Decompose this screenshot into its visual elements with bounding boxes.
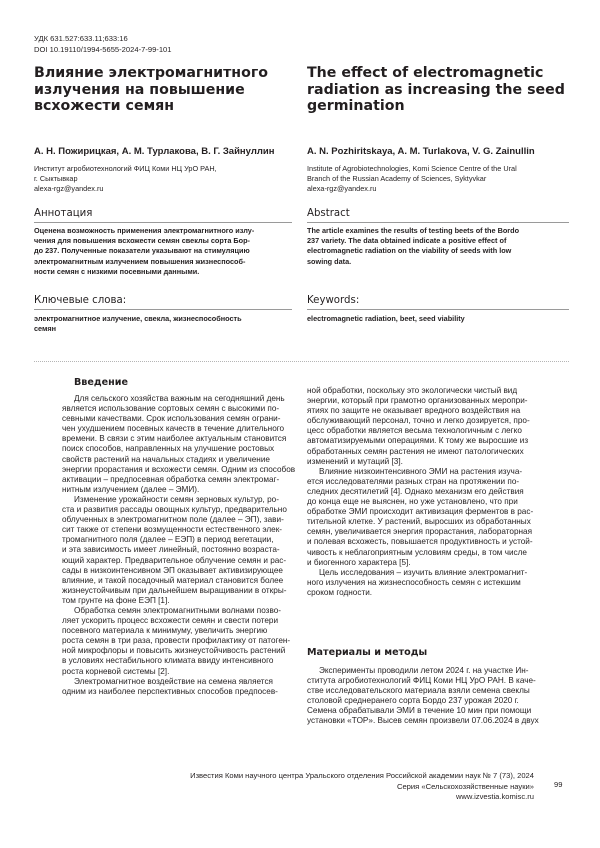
en-abstract-line: The article examines the results of testing beets of the Bordo [307, 226, 569, 236]
journal-footer [190, 771, 534, 803]
paragraph: Цель исследования – изучить влияние электромагнит- ного излучения на жизнеспособность семян с истекшим сроком годности. [307, 568, 557, 598]
ru-abstract-rule [34, 222, 292, 223]
en-keywords [307, 314, 569, 324]
en-abstract-line: sowing data. [307, 257, 569, 267]
ru-affiliation-line: Институт агробиотехнологий ФИЦ Коми НЦ УрО РАН, [34, 164, 217, 174]
en-abstract [307, 226, 569, 267]
page-number: 99 [554, 780, 562, 789]
ru-email[interactable]: alexa-rgz@yandex.ru [34, 184, 217, 194]
ru-title-line: излучения на повышение [34, 82, 284, 99]
ru-keywords-heading: Ключевые слова: [34, 295, 126, 306]
paragraph-continued: ной обработки, поскольку это экологически чистый вид энергии, который при грамотно организованных меропри- ятиях по защите не оказывает вредного воздействия на обслуживающий персонал, точно и легко дозируется, про- цесс обработки является весьма технологичным с легко автоматизируемыми операциями. К тому же выросшие из обработанных семян растения не имеют патологических изменений и мутаций [3]. [307, 386, 557, 467]
en-abstract-rule [307, 222, 569, 223]
left-column [62, 394, 302, 697]
ru-title-line: Влияние электромагнитного [34, 65, 284, 82]
en-keywords-heading: Keywords: [307, 295, 359, 306]
ru-title [34, 65, 284, 115]
en-affiliation-line: Institute of Agrobiotechnologies, Komi Science Centre of the Ural [307, 164, 517, 174]
paragraph: Для сельского хозяйства важным на сегодняшний день является использование сортовых семян с высокими по- севными качествами. Срок использования семян ограни- чен ухудшением посевных качеств в течение длительного времени. В связи с этим наиболее актуальным становится поиск способов, направленных на улучшение ростовых свойств растений на начальных стадиях и увеличение энергии прорастания и всхожести семян. Одним из способов активации – предпосевная обработка семян электромаг- нитным излучением (далее – ЭМИ). [62, 394, 302, 495]
en-affiliation [307, 164, 517, 194]
paragraph: Влияние низкоинтенсивного ЭМИ на растения изуча- ется исследователями разных стран на протяжении по- следних десятилетий [4]. Однако механизм его действия до конца еще не выяснен, но уже установлено, что при обработке ЭМИ происходит активизация ферментов в рас- тительной клетке. У растений, выросших из обработанных семян, увеличивается энергия прорастания, лабораторная и полевая всхожесть, повышается продуктивность и устой- чивость к неблагоприятным условиям среды, в том числе и биогенного характера [5]. [307, 467, 557, 568]
section-separator [34, 361, 569, 362]
ru-keywords-rule [34, 309, 292, 310]
en-keywords-line: electromagnetic radiation, beet, seed viability [307, 314, 569, 324]
ru-keywords-line: электромагнитное излучение, свекла, жизнеспособность [34, 314, 296, 324]
ru-abstract [34, 226, 296, 277]
en-title-line: The effect of electromagnetic [307, 65, 572, 82]
ru-title-line: всхожести семян [34, 98, 284, 115]
journal-website[interactable]: www.izvestia.komisc.ru [190, 792, 534, 803]
ru-abstract-line: Оценена возможность применения электромагнитного излу- [34, 226, 296, 236]
paragraph: Эксперименты проводили летом 2024 г. на участке Ин- ститута агробиотехнологий ФИЦ Коми НЦ УрО РАН. В каче- стве исследовательского материала взяли семена свеклы столовой среднеранего сорта Бордо 237 урожая 2020 г. Семена обрабатывали ЭМИ в течение 10 мин при помощи установки «TOP». Высев семян произвели 07.06.2024 в двух [307, 666, 557, 727]
ru-abstract-heading: Аннотация [34, 208, 92, 219]
ru-abstract-line: до 237. Полученные показатели указывают на стимуляцию [34, 246, 296, 256]
en-abstract-line: 237 variety. The data obtained indicate a positive effect of [307, 236, 569, 246]
en-keywords-rule [307, 309, 569, 310]
doi: DOI 10.19110/1994-5655-2024-7-99-101 [34, 45, 172, 56]
paragraph: Электромагнитное воздействие на семена является одним из наиболее перспективных способов предпосев- [62, 677, 302, 697]
paragraph: Обработка семян электромагнитными волнами позво- ляет ускорить процесс всхожести семян и свести потери посевного материала к минимуму, увеличить энергию роста семян в три раза, провести профилактику от патоген- ной микрофлоры и повысить жизнеустойчивость растений в условиях нестабильного климата ввиду интенсивного роста корневой системы [2]. [62, 606, 302, 677]
ru-keywords-line: семян [34, 324, 296, 334]
methods-heading: Материалы и методы [307, 647, 427, 658]
en-title [307, 65, 572, 115]
ru-keywords [34, 314, 296, 334]
ru-abstract-line: чения для повышения всхожести семян свеклы сорта Бор- [34, 236, 296, 246]
en-abstract-heading: Abstract [307, 208, 350, 219]
ru-abstract-line: электромагнитным излучением повышения жизнеспособ- [34, 257, 296, 267]
udc-code: УДК 631.527:633.11;633:16 [34, 34, 128, 45]
ru-affiliation-line: г. Сыктывкар [34, 174, 217, 184]
en-affiliation-line: Branch of the Russian Academy of Sciences, Syktyvkar [307, 174, 517, 184]
en-title-line: radiation as increasing the seed [307, 82, 572, 99]
en-abstract-line: electromagnetic radiation on the viability of seeds with low [307, 246, 569, 256]
ru-abstract-line: ности семян с низкими посевными данными. [34, 267, 296, 277]
paragraph: Изменение урожайности семян зерновых культур, ро- ста и развития рассады овощных культур, предварительно облученных в электромагнитном поле (далее – ЭП), зави- сит также от степени возмущенности естественного элек- тромагнитного поля (далее – ЕЭП) в период вегетации, и эта зависимость имеет линейный, постоянно возраста- ющий характер. Предварительное облучение семян и рас- сады в низкоинтенсивном ЭП оказывает активизирующее влияние, и такой посадочный материал становится более жизнеустойчивым при дальнейшем выращивании в откры- том грунте на фоне ЕЭП [1]. [62, 495, 302, 606]
en-authors: A. N. Pozhiritskaya, A. M. Turlakova, V. G. Zainullin [307, 146, 535, 157]
right-column [307, 386, 557, 598]
ru-affiliation [34, 164, 217, 194]
journal-name: Известия Коми научного центра Уральского отделения Российской академии наук № 7 (73), 2024 [190, 771, 534, 782]
right-column-methods [307, 666, 557, 727]
en-title-line: germination [307, 98, 572, 115]
journal-series: Серия «Сельскохозяйственные науки» [190, 782, 534, 793]
intro-heading: Введение [74, 377, 128, 388]
en-email[interactable]: alexa-rgz@yandex.ru [307, 184, 517, 194]
ru-authors: А. Н. Пожирицкая, А. М. Турлакова, В. Г. Зайнуллин [34, 146, 274, 157]
